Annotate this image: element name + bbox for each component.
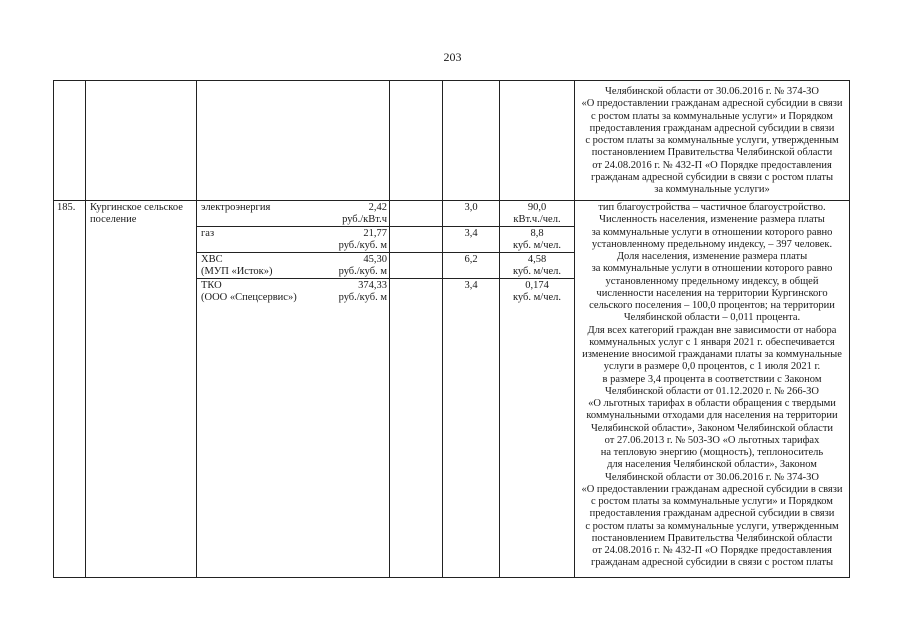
note-line: сельского поселения – 100,0 процентов; на территории — [589, 300, 835, 311]
note-line: Для всех категорий граждан вне зависимости от набора — [587, 324, 837, 336]
settlement-name-line: Кургинское сельское — [90, 202, 183, 213]
service-norm: 0,174 — [525, 280, 549, 291]
note-line: коммунальными отходами для населения на территории — [586, 410, 838, 422]
note-line: с ростом платы за коммунальные услуги, утвержденным — [585, 520, 839, 532]
tariff-table — [53, 80, 850, 578]
service-name — [201, 202, 270, 214]
service-price-unit: руб./куб. м — [338, 266, 387, 277]
service-name-line: (ООО «Спецсервис») — [201, 292, 297, 304]
service-norm: 8,8 — [530, 228, 544, 239]
note-line: «О льготных тарифах в области обращения с твердыми — [588, 398, 836, 409]
service-norm-unit: кВт.ч./чел. — [513, 214, 561, 225]
note-line: с ростом платы за коммунальные услуги» и Порядком — [591, 496, 833, 507]
service-price: 21,77 — [363, 228, 387, 239]
service-norm: 90,0 — [527, 202, 547, 213]
note-line: за коммунальные услуги в отношении которого равно — [591, 226, 833, 238]
note-line: на тепловую энергию (мощность), теплоноситель — [600, 447, 824, 458]
service-percent: 3,4 — [464, 228, 478, 239]
note-line: от 27.06.2013 г. № 503-ЗО «О льготных тарифах — [604, 434, 820, 446]
service-name-line: ТКО — [201, 280, 222, 291]
note-line: «О предоставлении гражданам адресной субсидии в связи — [581, 98, 843, 110]
service-price-unit: руб./куб. м — [338, 240, 387, 251]
note-line: гражданам адресной субсидии в связи с ростом платы — [590, 171, 834, 183]
service-price-unit: руб./кВт.ч — [342, 214, 387, 225]
service-name — [201, 280, 297, 304]
page-number: 203 — [443, 50, 462, 64]
service-name — [201, 228, 214, 240]
note-line: от 24.08.2016 г. № 432-П «О Порядке предоставления — [592, 545, 832, 556]
note-line: «О предоставлении гражданам адресной субсидии в связи — [581, 483, 843, 495]
col-border — [389, 80, 390, 578]
note-line: установленному предельному индексу, в общей — [605, 275, 819, 287]
table-top-border — [53, 80, 850, 81]
note-line: Челябинской области», Законом Челябинской области — [590, 422, 834, 434]
service-percent: 3,4 — [464, 280, 478, 291]
row-note — [574, 202, 850, 570]
note-line: численности населения на территории Кургинского — [596, 287, 828, 299]
note-line: в размере 3,4 процента в соответствии с Законом — [602, 373, 822, 385]
col-border — [53, 80, 54, 578]
service-percent: 3,0 — [464, 202, 478, 213]
note-line: предоставления гражданам адресной субсидии в связи — [589, 508, 835, 520]
note-line: с ростом платы за коммунальные услуги» и Порядком — [591, 110, 833, 122]
col-border — [85, 80, 86, 578]
service-name-line: (МУП «Исток») — [201, 266, 273, 278]
note-line: для населения Челябинской области», Законом — [607, 459, 817, 471]
service-norm-unit: куб. м/чел. — [512, 266, 562, 277]
service-norm-unit: куб. м/чел. — [512, 292, 562, 303]
table-bottom-border — [53, 577, 850, 578]
note-line: за коммунальные услуги в отношении которого равно — [591, 263, 833, 275]
note-line: изменение вносимой гражданами платы за коммунальные — [582, 349, 842, 360]
note-line: услуги в размере 0,0 процентов, с 1 июля 2021 г. — [603, 361, 821, 373]
row-number: 185. — [57, 202, 76, 213]
note-line: Доля населения, изменение размера платы — [616, 251, 808, 262]
note-line: установленному предельному индексу, – 397 человек. — [591, 238, 833, 250]
service-name — [201, 254, 273, 278]
col-border — [499, 80, 500, 578]
note-line: постановлением Правительства Челябинской области — [591, 147, 833, 159]
service-norm-unit: куб. м/чел. — [512, 240, 562, 251]
col-border — [196, 80, 197, 578]
note-line: коммунальных услуг с 1 января 2021 г. обеспечивается — [589, 336, 835, 348]
service-name-line: электроэнергия — [201, 202, 271, 213]
service-price: 2,42 — [368, 202, 387, 213]
top-row-note — [574, 86, 850, 196]
settlement-name-line: поселение — [90, 214, 137, 226]
note-line: предоставления гражданам адресной субсидии в связи — [589, 122, 835, 134]
service-price: 45,30 — [363, 254, 387, 265]
service-percent: 6,2 — [464, 254, 478, 265]
row-separator — [53, 200, 850, 201]
note-line: от 24.08.2016 г. № 432-П «О Порядке предоставления — [592, 159, 832, 171]
note-line: Челябинской области от 30.06.2016 г. № 374-ЗО — [605, 471, 819, 483]
note-line: Челябинской области от 01.12.2020 г. № 266-ЗО — [605, 385, 819, 397]
note-line: за коммунальные услуги» — [654, 184, 770, 195]
col-border — [442, 80, 443, 578]
note-line: Челябинской области – 0,011 процента. — [623, 312, 801, 324]
note-line: Челябинской области от 30.06.2016 г. № 374-ЗО — [605, 86, 819, 97]
service-name-line: ХВС — [201, 254, 223, 265]
note-line: с ростом платы за коммунальные услуги, утвержденным — [585, 135, 839, 146]
note-line: Численность населения, изменение размера платы — [599, 214, 825, 226]
note-line: постановлением Правительства Челябинской области — [591, 532, 833, 544]
service-price: 374,33 — [358, 280, 387, 291]
note-line: тип благоустройства – частичное благоустройство. — [598, 202, 826, 213]
service-norm: 4,58 — [527, 254, 547, 265]
note-line: гражданам адресной субсидии в связи с ростом платы — [590, 557, 834, 569]
service-name-line: газ — [201, 228, 215, 239]
settlement-name — [90, 202, 183, 226]
service-price-unit: руб./куб. м — [338, 292, 387, 303]
